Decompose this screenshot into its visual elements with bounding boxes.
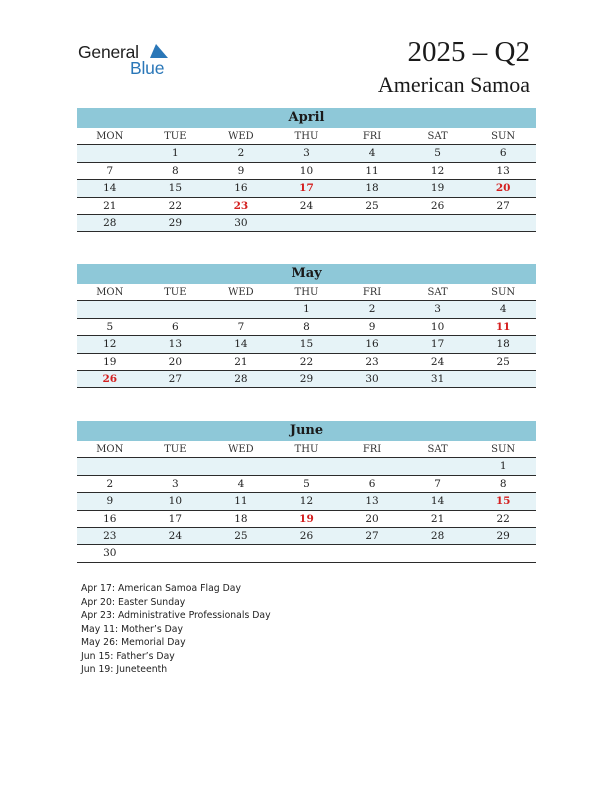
day-cell: 12 <box>103 338 117 351</box>
empty-day-cell <box>339 215 405 231</box>
day-cell: 7 <box>237 320 245 333</box>
day-cell: 5 <box>434 147 441 160</box>
weekday-label: TUE <box>164 131 187 142</box>
day-cell: 18 <box>496 338 510 351</box>
weekday-label: SAT <box>427 287 448 298</box>
empty-day-cell <box>274 545 340 561</box>
day-cell: 30 <box>365 372 379 385</box>
day-cell: 25 <box>365 199 379 212</box>
day-cell: 11 <box>365 164 379 177</box>
empty-day-cell <box>143 301 209 317</box>
day-cell: 8 <box>303 320 310 333</box>
day-cell: 22 <box>299 355 314 368</box>
week-row <box>77 319 536 336</box>
day-cell: 26 <box>102 372 118 385</box>
day-cell: 1 <box>303 303 310 316</box>
day-cell: 28 <box>430 529 445 542</box>
day-cell: 30 <box>103 547 117 560</box>
day-cell: 27 <box>168 372 183 385</box>
day-cell: 25 <box>496 355 510 368</box>
holiday-note: May 26: Memorial Day <box>81 637 186 648</box>
holiday-note: Apr 20: Easter Sunday <box>81 596 186 608</box>
day-cell: 21 <box>103 199 117 212</box>
day-cell: 8 <box>499 477 507 490</box>
empty-day-cell <box>274 215 340 231</box>
empty-day-cell <box>470 545 536 561</box>
weekday-label: SAT <box>427 131 448 142</box>
empty-day-cell <box>405 215 471 231</box>
day-cell: 11 <box>234 495 248 508</box>
empty-day-cell <box>405 458 471 474</box>
day-cell: 29 <box>299 372 314 385</box>
day-cell: 24 <box>299 199 314 212</box>
day-cell: 29 <box>496 529 510 542</box>
empty-day-cell <box>339 458 405 474</box>
weekday-label: FRI <box>362 444 382 455</box>
logo-text-general: General <box>78 42 139 62</box>
weekday-header-row <box>77 441 536 458</box>
day-cell: 7 <box>434 477 441 490</box>
day-cell: 10 <box>168 495 183 508</box>
weekday-label: MON <box>96 131 124 142</box>
weekday-label: THU <box>294 131 319 142</box>
holiday-notes <box>81 582 271 677</box>
day-cell: 21 <box>430 512 445 525</box>
day-cell: 23 <box>365 355 379 368</box>
day-cell: 14 <box>430 495 445 508</box>
day-cell: 24 <box>168 529 183 542</box>
empty-day-cell <box>208 545 274 561</box>
day-cell: 19 <box>430 182 445 195</box>
day-cell: 20 <box>365 512 379 525</box>
day-cell: 16 <box>103 512 117 525</box>
day-cell: 13 <box>496 164 510 177</box>
day-cell: 1 <box>499 460 507 473</box>
day-cell: 3 <box>434 303 441 316</box>
day-cell: 5 <box>303 477 310 490</box>
day-cell: 22 <box>496 512 510 525</box>
weekday-label: MON <box>96 287 124 298</box>
weekday-label: TUE <box>164 287 187 298</box>
empty-day-cell <box>77 145 143 161</box>
day-cell: 14 <box>234 338 248 351</box>
day-cell: 26 <box>430 199 445 212</box>
week-row <box>77 336 536 353</box>
weekday-label: SUN <box>491 131 516 142</box>
day-cell: 15 <box>299 338 314 351</box>
day-cell: 6 <box>499 147 507 160</box>
month-title: April <box>77 108 536 128</box>
day-cell: 12 <box>430 164 445 177</box>
logo-text-blue: Blue <box>130 58 165 78</box>
day-cell: 21 <box>234 355 248 368</box>
day-cell: 6 <box>368 477 376 490</box>
day-cell: 24 <box>430 355 445 368</box>
day-cell: 7 <box>106 164 114 177</box>
day-cell: 18 <box>234 512 248 525</box>
week-row <box>77 371 536 388</box>
page-subtitle: American Samoa <box>377 72 530 97</box>
weekday-label: SUN <box>491 444 516 455</box>
day-cell: 22 <box>168 199 183 212</box>
weekday-label: SAT <box>427 444 448 455</box>
holiday-note: Apr 17: American Samoa Flag Day <box>81 583 241 594</box>
weekday-label: SUN <box>491 287 516 298</box>
empty-day-cell <box>77 301 143 317</box>
weekday-label: WED <box>228 444 254 455</box>
day-cell: 16 <box>234 182 248 195</box>
day-cell: 18 <box>365 182 379 195</box>
day-cell: 2 <box>106 477 114 490</box>
month-calendar-june <box>77 421 536 563</box>
day-cell: 19 <box>103 355 117 368</box>
week-row <box>77 198 536 215</box>
day-cell: 6 <box>172 320 179 333</box>
day-cell: 14 <box>103 182 117 195</box>
day-cell: 27 <box>365 529 379 542</box>
week-row <box>77 301 536 318</box>
empty-day-cell <box>339 545 405 561</box>
day-cell: 26 <box>299 529 314 542</box>
day-cell: 2 <box>368 303 376 316</box>
holiday-note: May 11: Mother’s Day <box>81 623 183 635</box>
week-row <box>77 180 536 197</box>
day-cell: 19 <box>299 512 314 525</box>
day-cell: 17 <box>168 512 183 525</box>
day-cell: 15 <box>168 182 183 195</box>
day-cell: 2 <box>237 147 245 160</box>
week-row <box>77 493 536 510</box>
empty-day-cell <box>208 458 274 474</box>
day-cell: 17 <box>299 182 314 195</box>
day-cell: 23 <box>103 529 117 542</box>
day-cell: 4 <box>499 303 507 316</box>
day-cell: 12 <box>299 495 314 508</box>
day-cell: 30 <box>234 216 248 229</box>
week-row <box>77 145 536 162</box>
day-cell: 20 <box>168 355 183 368</box>
day-cell: 1 <box>172 147 179 160</box>
day-cell: 4 <box>237 477 245 490</box>
page-title: 2025 – Q2 <box>407 36 530 68</box>
day-cell: 31 <box>430 372 445 385</box>
day-cell: 13 <box>365 495 379 508</box>
day-cell: 10 <box>299 164 314 177</box>
day-cell: 13 <box>168 338 183 351</box>
weekday-label: THU <box>294 287 319 298</box>
day-cell: 28 <box>234 372 248 385</box>
day-cell: 28 <box>103 216 117 229</box>
empty-day-cell <box>208 301 274 317</box>
day-cell: 25 <box>234 529 248 542</box>
logo-triangle-icon <box>150 44 170 60</box>
week-row <box>77 163 536 180</box>
day-cell: 15 <box>495 495 511 508</box>
empty-day-cell <box>77 458 143 474</box>
empty-day-cell <box>470 215 536 231</box>
day-cell: 9 <box>106 495 114 508</box>
weekday-label: THU <box>294 444 319 455</box>
holiday-note: Jun 19: Juneteenth <box>81 664 168 675</box>
weekday-label: MON <box>96 444 124 455</box>
week-row <box>77 545 536 562</box>
day-cell: 11 <box>495 320 511 333</box>
holiday-note: Jun 15: Father’s Day <box>81 650 175 662</box>
week-row <box>77 458 536 475</box>
weekday-header-row <box>77 128 536 145</box>
month-calendar-may <box>77 264 536 388</box>
day-cell: 17 <box>430 338 445 351</box>
week-row <box>77 511 536 528</box>
empty-day-cell <box>470 371 536 387</box>
day-cell: 3 <box>303 147 310 160</box>
day-cell: 16 <box>365 338 379 351</box>
day-cell: 8 <box>172 164 179 177</box>
logo <box>78 42 178 80</box>
day-cell: 27 <box>496 199 510 212</box>
month-title: May <box>77 264 536 284</box>
day-cell: 5 <box>106 320 114 333</box>
week-row <box>77 476 536 493</box>
week-row <box>77 354 536 371</box>
empty-day-cell <box>274 458 340 474</box>
empty-day-cell <box>143 545 209 561</box>
week-row <box>77 528 536 545</box>
weekday-label: WED <box>228 131 254 142</box>
day-cell: 9 <box>368 320 376 333</box>
weekday-label: TUE <box>164 444 187 455</box>
weekday-label: FRI <box>362 131 382 142</box>
day-cell: 20 <box>495 182 511 195</box>
weekday-header-row <box>77 284 536 301</box>
day-cell: 29 <box>168 216 183 229</box>
month-title: June <box>77 421 536 441</box>
holiday-note: Apr 23: Administrative Professionals Day <box>81 610 271 621</box>
weekday-label: FRI <box>362 287 382 298</box>
day-cell: 9 <box>237 164 245 177</box>
day-cell: 23 <box>233 199 249 212</box>
day-cell: 3 <box>172 477 179 490</box>
empty-day-cell <box>143 458 209 474</box>
empty-day-cell <box>405 545 471 561</box>
day-cell: 4 <box>368 147 376 160</box>
week-row <box>77 215 536 232</box>
month-calendar-april <box>77 108 536 232</box>
day-cell: 10 <box>430 320 445 333</box>
weekday-label: WED <box>228 287 254 298</box>
